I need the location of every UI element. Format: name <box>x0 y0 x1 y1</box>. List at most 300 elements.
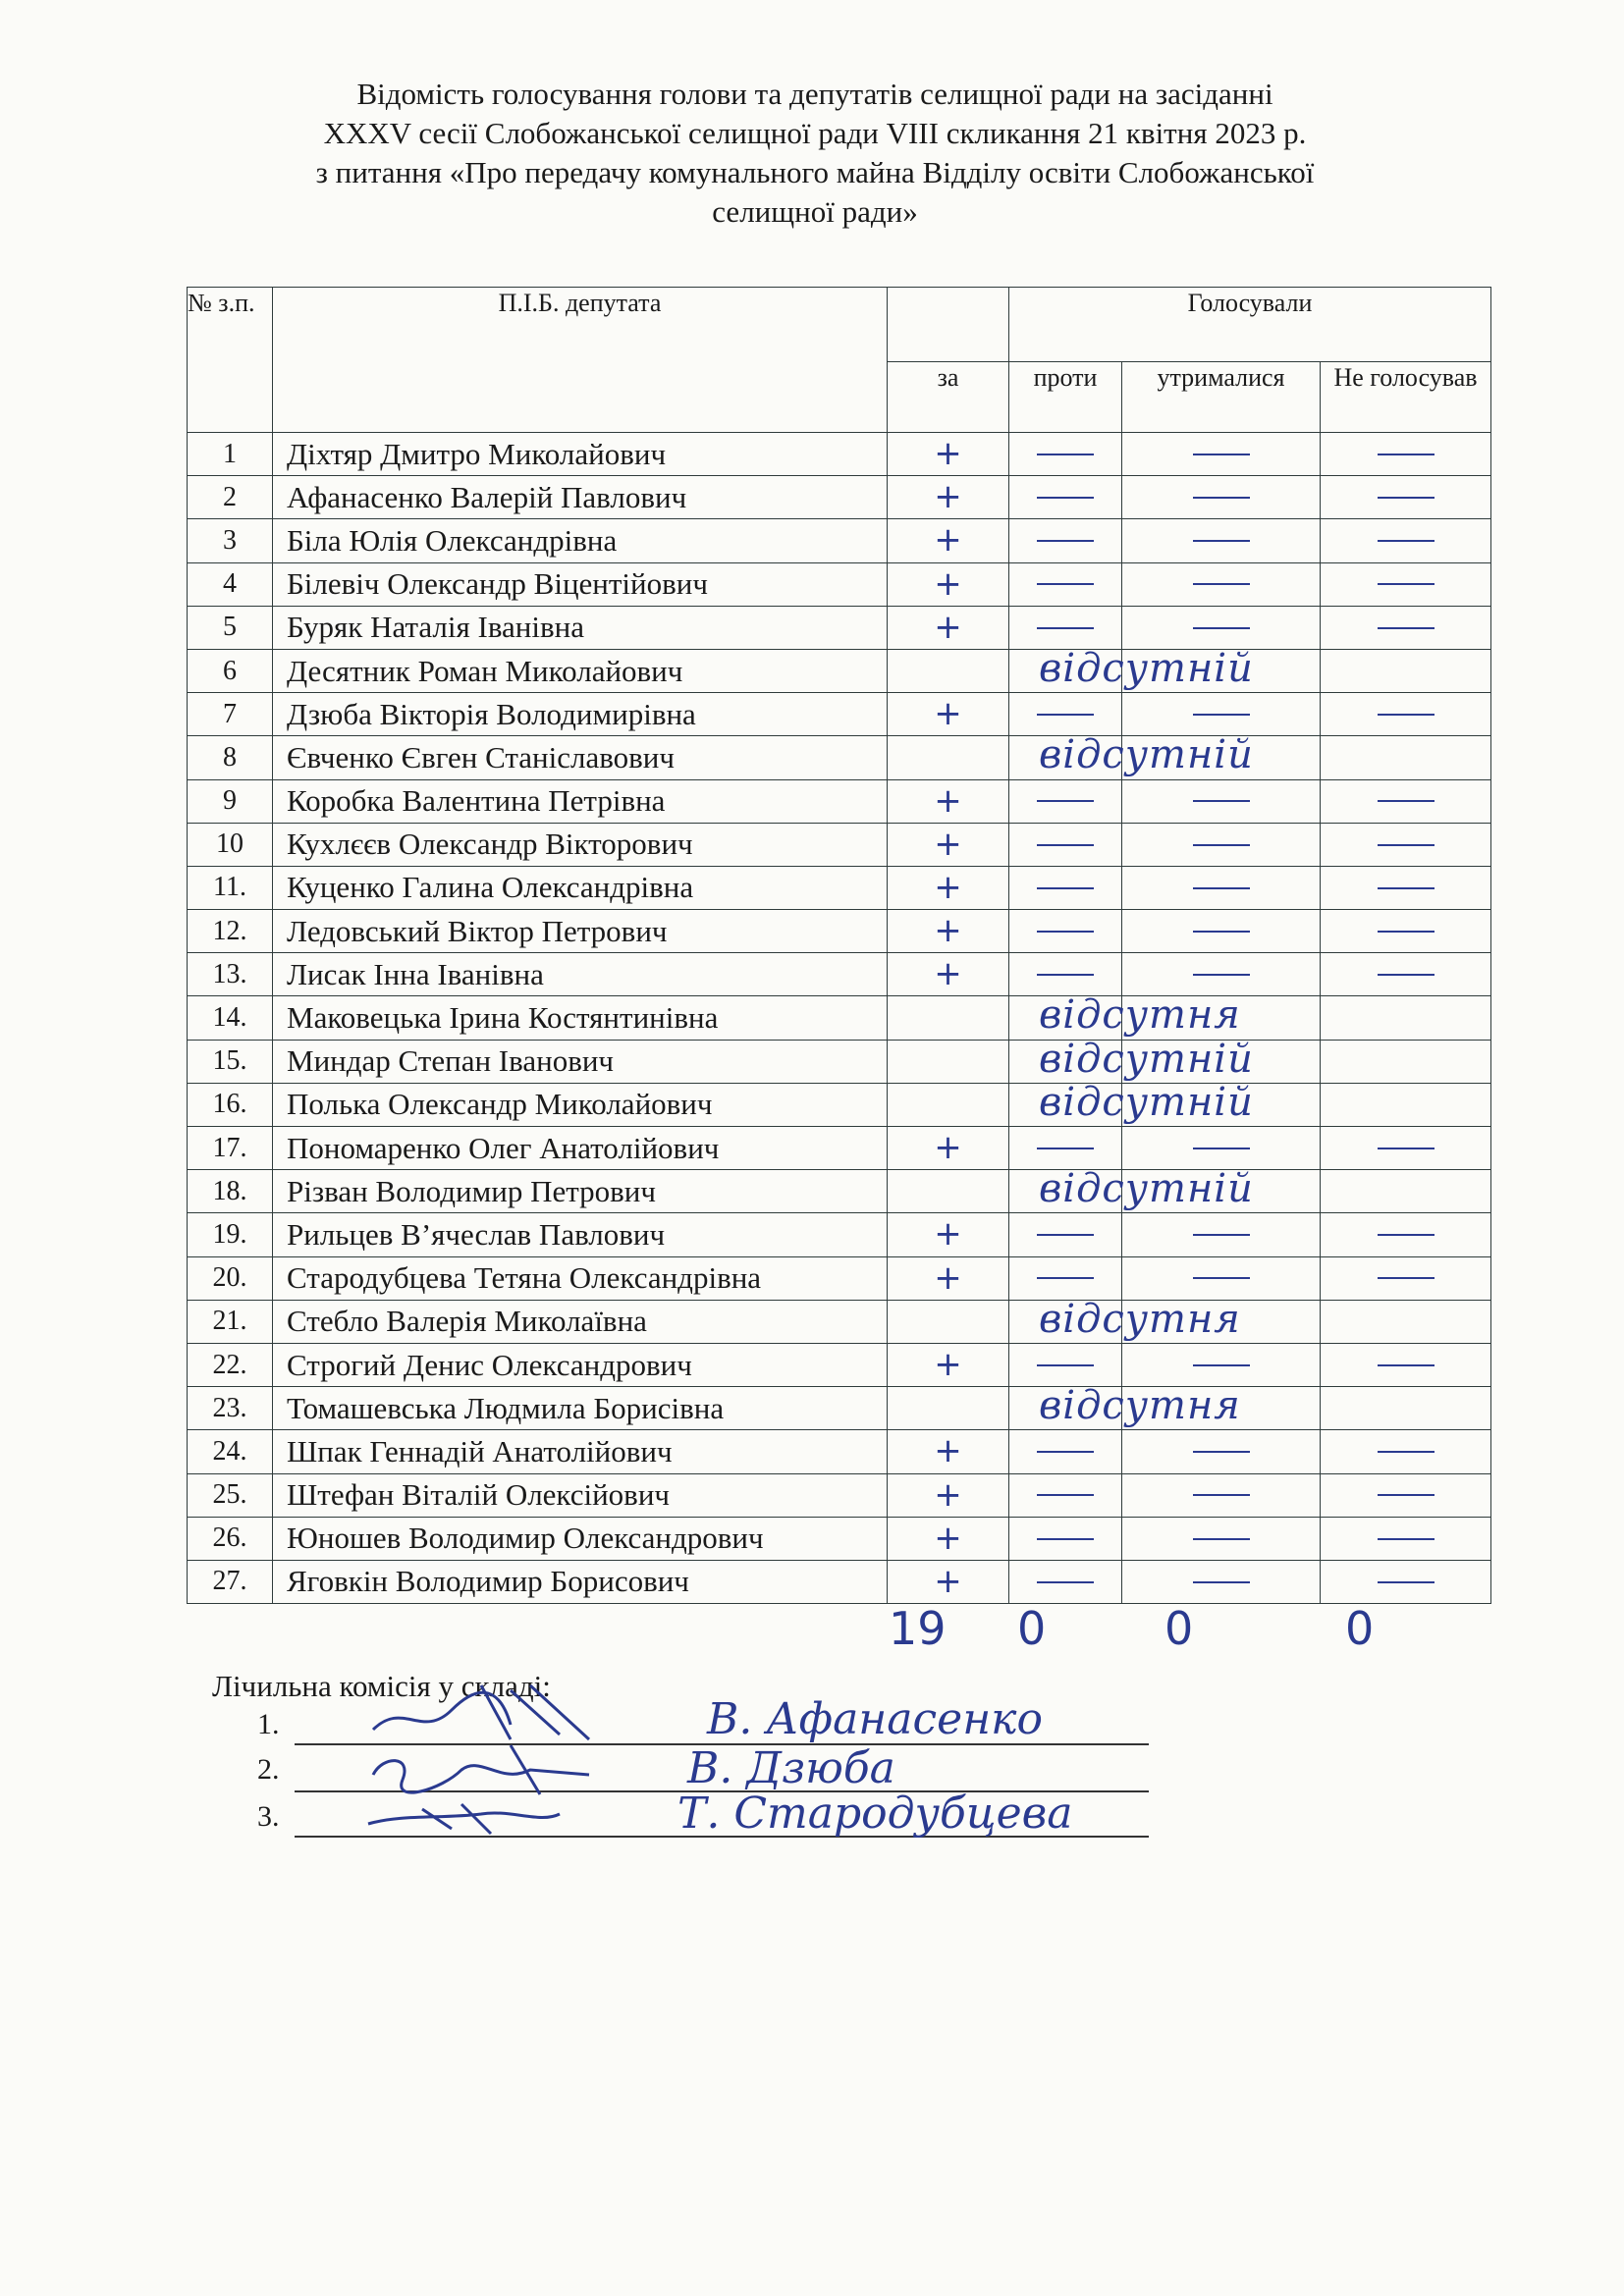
total-for: 19 <box>889 1602 947 1655</box>
vote-for-mark <box>888 736 1009 779</box>
table-row <box>188 779 1491 823</box>
vote-against-mark <box>1009 1127 1122 1170</box>
vote-abstained-mark <box>1122 476 1321 519</box>
vote-against-mark <box>1009 519 1122 562</box>
vote-for-mark <box>888 1387 1009 1430</box>
deputy-name: Білевіч Олександр Віцентійович <box>273 562 888 606</box>
table-row <box>188 1430 1491 1473</box>
vote-against-mark <box>1009 1079 1254 1126</box>
dash-mark <box>1037 844 1094 846</box>
deputy-name: Куценко Галина Олександрівна <box>273 866 888 909</box>
table-row <box>188 823 1491 866</box>
dash-mark <box>1193 1277 1250 1279</box>
dash-mark <box>1037 1364 1094 1366</box>
dash-mark <box>1037 627 1094 629</box>
commission-label: Лічильна комісія у складі: <box>212 1669 551 1703</box>
dash-mark <box>1037 497 1094 499</box>
dash-mark <box>1193 454 1250 455</box>
vote-for-mark <box>888 823 1009 866</box>
vote-against-mark <box>1009 562 1122 606</box>
vote-not-voted-mark <box>1321 606 1491 649</box>
deputy-name: Полька Олександр Миколайович <box>273 1083 888 1126</box>
deputy-name: Лисак Інна Іванівна <box>273 953 888 996</box>
row-number: 24. <box>188 1430 273 1473</box>
vote-for-mark <box>888 606 1009 649</box>
vote-abstained-mark <box>1122 1560 1321 1603</box>
dash-mark <box>1037 1581 1094 1583</box>
vote-for-mark <box>888 1213 1009 1256</box>
table-row <box>188 1083 1491 1126</box>
header-number: № з.п. <box>188 288 273 433</box>
table-row <box>188 866 1491 909</box>
absent-mark: відсутній <box>1039 1079 1254 1125</box>
vote-not-voted-mark <box>1321 1170 1491 1213</box>
vote-not-voted-mark <box>1321 1473 1491 1517</box>
table-row <box>188 953 1491 996</box>
vote-for-mark <box>888 996 1009 1040</box>
dash-mark <box>1378 1364 1435 1366</box>
dash-mark <box>1378 454 1435 455</box>
vote-against-mark <box>1009 1036 1254 1083</box>
table-row <box>188 1127 1491 1170</box>
dash-mark <box>1378 1277 1435 1279</box>
row-number: 27. <box>188 1560 273 1603</box>
deputy-name: Яговкін Володимир Борисович <box>273 1560 888 1603</box>
vote-abstained-mark <box>1122 606 1321 649</box>
header-for: за <box>888 362 1009 433</box>
row-number: 11. <box>188 866 273 909</box>
vote-for-mark <box>888 910 1009 953</box>
title-line-4: селищної ради» <box>712 194 918 229</box>
vote-against-mark <box>1009 779 1122 823</box>
dash-mark <box>1378 1451 1435 1453</box>
header-against: проти <box>1009 362 1122 433</box>
deputy-name: Ледовський Віктор Петрович <box>273 910 888 953</box>
deputy-name: Буряк Наталія Іванівна <box>273 606 888 649</box>
vote-against-mark <box>1009 1343 1122 1386</box>
vote-not-voted-mark <box>1321 779 1491 823</box>
vote-not-voted-mark <box>1321 1256 1491 1300</box>
vote-for-mark <box>888 1083 1009 1126</box>
vote-not-voted-mark <box>1321 1083 1491 1126</box>
title-line-3: з питання «Про передачу комунального майна Відділу освіти Слобожанської <box>315 155 1315 189</box>
vote-not-voted-mark <box>1321 1387 1491 1430</box>
table-row <box>188 736 1491 779</box>
absent-mark: відсутня <box>1039 1383 1241 1429</box>
vote-for-mark <box>888 433 1009 476</box>
table-row <box>188 1040 1491 1083</box>
table-row <box>188 433 1491 476</box>
dash-mark <box>1037 1277 1094 1279</box>
vote-abstained-mark <box>1122 779 1321 823</box>
row-number: 9 <box>188 779 273 823</box>
vote-abstained-mark <box>1122 1473 1321 1517</box>
table-row <box>188 910 1491 953</box>
dash-mark <box>1037 931 1094 933</box>
vote-for-mark <box>888 1170 1009 1213</box>
plus-mark: + <box>934 954 962 994</box>
dash-mark <box>1193 1451 1250 1453</box>
commission-member-1-number: 1. <box>257 1708 280 1740</box>
vote-not-voted-mark <box>1321 693 1491 736</box>
vote-not-voted-mark <box>1321 1213 1491 1256</box>
absent-mark: відсутня <box>1039 1296 1241 1342</box>
vote-abstained-mark <box>1122 1387 1321 1430</box>
dash-mark <box>1378 844 1435 846</box>
vote-abstained-mark <box>1122 866 1321 909</box>
dash-mark <box>1037 1538 1094 1540</box>
signature-3 <box>363 1785 619 1853</box>
voting-table <box>187 287 1491 1604</box>
table-row <box>188 1213 1491 1256</box>
deputy-name: Шпак Геннадій Анатолійович <box>273 1430 888 1473</box>
table-row <box>188 562 1491 606</box>
vote-not-voted-mark <box>1321 1127 1491 1170</box>
plus-mark: + <box>934 1561 962 1601</box>
vote-against-mark <box>1009 953 1122 996</box>
vote-abstained-mark <box>1122 433 1321 476</box>
vote-not-voted-mark <box>1321 1300 1491 1343</box>
vote-against-mark <box>1009 433 1122 476</box>
vote-abstained-mark <box>1122 996 1321 1040</box>
dash-mark <box>1378 974 1435 976</box>
deputy-name: Афанасенко Валерій Павлович <box>273 476 888 519</box>
table-row <box>188 1473 1491 1517</box>
header-not-voted: Не голосував <box>1321 362 1491 433</box>
plus-mark: + <box>934 1431 962 1471</box>
vote-not-voted-mark <box>1321 649 1491 692</box>
dash-mark <box>1037 1148 1094 1149</box>
plus-mark: + <box>934 1214 962 1255</box>
table-row <box>188 606 1491 649</box>
dash-mark <box>1193 497 1250 499</box>
table-row <box>188 1343 1491 1386</box>
voting-table-body <box>188 433 1491 1604</box>
dash-mark <box>1378 931 1435 933</box>
dash-mark <box>1193 1234 1250 1236</box>
row-number: 8 <box>188 736 273 779</box>
vote-for-mark <box>888 519 1009 562</box>
deputy-name: Маковецька Ірина Костянтинівна <box>273 996 888 1040</box>
vote-not-voted-mark <box>1321 562 1491 606</box>
vote-against-mark <box>1009 1383 1241 1430</box>
vote-abstained-mark <box>1122 519 1321 562</box>
deputy-name: Пономаренко Олег Анатолійович <box>273 1127 888 1170</box>
vote-for-mark <box>888 1473 1009 1517</box>
vote-abstained-mark <box>1122 1300 1321 1343</box>
total-not-voted: 0 <box>1345 1602 1375 1655</box>
vote-abstained-mark <box>1122 1517 1321 1560</box>
vote-against-mark <box>1009 910 1122 953</box>
vote-not-voted-mark <box>1321 996 1491 1040</box>
vote-abstained-mark <box>1122 1343 1321 1386</box>
deputy-name: Десятник Роман Миколайович <box>273 649 888 692</box>
vote-not-voted-mark <box>1321 823 1491 866</box>
vote-not-voted-mark <box>1321 519 1491 562</box>
dash-mark <box>1193 800 1250 802</box>
dash-mark <box>1193 1364 1250 1366</box>
vote-for-mark <box>888 1256 1009 1300</box>
dash-mark <box>1193 974 1250 976</box>
row-number: 23. <box>188 1387 273 1430</box>
vote-abstained-mark <box>1122 649 1321 692</box>
dash-mark <box>1378 1494 1435 1496</box>
plus-mark: + <box>934 1257 962 1298</box>
vote-not-voted-mark <box>1321 433 1491 476</box>
vote-against-mark <box>1009 732 1254 779</box>
plus-mark: + <box>934 563 962 604</box>
plus-mark: + <box>934 434 962 474</box>
commission-member-1-name: В. Афанасенко <box>707 1694 1043 1744</box>
dash-mark <box>1193 1148 1250 1149</box>
deputy-name: Рильцев В’ячеслав Павлович <box>273 1213 888 1256</box>
deputy-name: Томашевська Людмила Борисівна <box>273 1387 888 1430</box>
dash-mark <box>1193 714 1250 716</box>
dash-mark <box>1037 974 1094 976</box>
document-title <box>187 75 1443 232</box>
vote-for-mark <box>888 693 1009 736</box>
dash-mark <box>1378 497 1435 499</box>
dash-mark <box>1193 1581 1250 1583</box>
deputy-name: Штефан Віталій Олексійович <box>273 1473 888 1517</box>
deputy-name: Кухлєєв Олександр Вікторович <box>273 823 888 866</box>
dash-mark <box>1378 583 1435 585</box>
vote-for-mark <box>888 1430 1009 1473</box>
dash-mark <box>1193 844 1250 846</box>
commission-member-3-number: 3. <box>257 1800 280 1833</box>
dash-mark <box>1193 583 1250 585</box>
dash-mark <box>1378 540 1435 542</box>
plus-mark: + <box>934 694 962 734</box>
total-abstained: 0 <box>1164 1602 1194 1655</box>
deputy-name: Євченко Євген Станіславович <box>273 736 888 779</box>
row-number: 19. <box>188 1213 273 1256</box>
deputy-name: Біла Юлія Олександрівна <box>273 519 888 562</box>
row-number: 1 <box>188 433 273 476</box>
dash-mark <box>1193 540 1250 542</box>
table-row <box>188 519 1491 562</box>
header-blank <box>888 288 1009 362</box>
dash-mark <box>1037 1234 1094 1236</box>
row-number: 15. <box>188 1040 273 1083</box>
absent-mark: відсутній <box>1039 1036 1254 1082</box>
vote-against-mark <box>1009 992 1241 1040</box>
vote-against-mark <box>1009 1430 1122 1473</box>
vote-against-mark <box>1009 693 1122 736</box>
table-row <box>188 1300 1491 1343</box>
table-row <box>188 1170 1491 1213</box>
title-line-1: Відомість голосування голови та депутатів селищної ради на засіданні <box>356 77 1273 111</box>
vote-for-mark <box>888 1560 1009 1603</box>
deputy-name: Дзюба Вікторія Володимирівна <box>273 693 888 736</box>
table-row <box>188 1560 1491 1603</box>
row-number: 17. <box>188 1127 273 1170</box>
row-number: 16. <box>188 1083 273 1126</box>
plus-mark: + <box>934 1474 962 1515</box>
table-row <box>188 693 1491 736</box>
vote-abstained-mark <box>1122 823 1321 866</box>
vote-for-mark <box>888 1343 1009 1386</box>
deputy-name: Коробка Валентина Петрівна <box>273 779 888 823</box>
dash-mark <box>1378 887 1435 889</box>
row-number: 2 <box>188 476 273 519</box>
dash-mark <box>1037 800 1094 802</box>
plus-mark: + <box>934 520 962 561</box>
row-number: 18. <box>188 1170 273 1213</box>
vote-for-mark <box>888 866 1009 909</box>
dash-mark <box>1037 583 1094 585</box>
plus-mark: + <box>934 1345 962 1385</box>
vote-not-voted-mark <box>1321 953 1491 996</box>
dash-mark <box>1037 1451 1094 1453</box>
plus-mark: + <box>934 1128 962 1168</box>
vote-abstained-mark <box>1122 1170 1321 1213</box>
vote-abstained-mark <box>1122 736 1321 779</box>
dash-mark <box>1378 1234 1435 1236</box>
dash-mark <box>1378 800 1435 802</box>
plus-mark: + <box>934 780 962 821</box>
vote-against-mark <box>1009 645 1254 692</box>
row-number: 26. <box>188 1517 273 1560</box>
row-number: 7 <box>188 693 273 736</box>
commission-member-2-number: 2. <box>257 1753 280 1786</box>
row-number: 4 <box>188 562 273 606</box>
vote-abstained-mark <box>1122 1430 1321 1473</box>
vote-not-voted-mark <box>1321 1560 1491 1603</box>
absent-mark: відсутня <box>1039 992 1241 1039</box>
vote-not-voted-mark <box>1321 1343 1491 1386</box>
row-number: 21. <box>188 1300 273 1343</box>
dash-mark <box>1193 1538 1250 1540</box>
dash-mark <box>1037 540 1094 542</box>
vote-abstained-mark <box>1122 1127 1321 1170</box>
table-row <box>188 476 1491 519</box>
vote-for-mark <box>888 779 1009 823</box>
vote-against-mark <box>1009 1296 1241 1343</box>
dash-mark <box>1378 1538 1435 1540</box>
vote-for-mark <box>888 1300 1009 1343</box>
dash-mark <box>1193 887 1250 889</box>
vote-against-mark <box>1009 1256 1122 1300</box>
vote-not-voted-mark <box>1321 1430 1491 1473</box>
vote-abstained-mark <box>1122 1040 1321 1083</box>
row-number: 25. <box>188 1473 273 1517</box>
vote-not-voted-mark <box>1321 866 1491 909</box>
vote-not-voted-mark <box>1321 910 1491 953</box>
header-abstained: утрималися <box>1122 362 1321 433</box>
vote-against-mark <box>1009 1560 1122 1603</box>
table-row <box>188 1387 1491 1430</box>
vote-not-voted-mark <box>1321 1040 1491 1083</box>
vote-for-mark <box>888 562 1009 606</box>
vote-for-mark <box>888 1127 1009 1170</box>
row-number: 20. <box>188 1256 273 1300</box>
vote-abstained-mark <box>1122 953 1321 996</box>
dash-mark <box>1037 454 1094 455</box>
plus-mark: + <box>934 911 962 951</box>
deputy-name: Миндар Степан Іванович <box>273 1040 888 1083</box>
plus-mark: + <box>934 867 962 907</box>
plus-mark: + <box>934 824 962 864</box>
vote-against-mark <box>1009 1473 1122 1517</box>
row-number: 22. <box>188 1343 273 1386</box>
plus-mark: + <box>934 1518 962 1558</box>
vote-not-voted-mark <box>1321 736 1491 779</box>
deputy-name: Діхтяр Дмитро Миколайович <box>273 433 888 476</box>
deputy-name: Строгий Денис Олександрович <box>273 1343 888 1386</box>
row-number: 3 <box>188 519 273 562</box>
row-number: 13. <box>188 953 273 996</box>
vote-against-mark <box>1009 1213 1122 1256</box>
vote-for-mark <box>888 1040 1009 1083</box>
vote-abstained-mark <box>1122 1256 1321 1300</box>
deputy-name: Різван Володимир Петрович <box>273 1170 888 1213</box>
row-number: 12. <box>188 910 273 953</box>
deputy-name: Стебло Валерія Миколаївна <box>273 1300 888 1343</box>
vote-abstained-mark <box>1122 693 1321 736</box>
vote-against-mark <box>1009 823 1122 866</box>
vote-abstained-mark <box>1122 910 1321 953</box>
vote-against-mark <box>1009 1166 1254 1213</box>
vote-against-mark <box>1009 866 1122 909</box>
plus-mark: + <box>934 477 962 517</box>
vote-for-mark <box>888 1517 1009 1560</box>
header-voted: Голосували <box>1009 288 1491 362</box>
absent-mark: відсутній <box>1039 1166 1254 1212</box>
deputy-name: Стародубцева Тетяна Олександрівна <box>273 1256 888 1300</box>
vote-not-voted-mark <box>1321 476 1491 519</box>
vote-abstained-mark <box>1122 1083 1321 1126</box>
dash-mark <box>1378 714 1435 716</box>
row-number: 5 <box>188 606 273 649</box>
vote-for-mark <box>888 953 1009 996</box>
dash-mark <box>1378 1581 1435 1583</box>
dash-mark <box>1193 1494 1250 1496</box>
dash-mark <box>1193 931 1250 933</box>
table-row <box>188 649 1491 692</box>
row-number: 14. <box>188 996 273 1040</box>
commission-member-2-name: В. Дзюба <box>687 1743 895 1793</box>
table-row <box>188 996 1491 1040</box>
dash-mark <box>1037 887 1094 889</box>
absent-mark: відсутній <box>1039 732 1254 778</box>
vote-against-mark <box>1009 476 1122 519</box>
vote-abstained-mark <box>1122 1213 1321 1256</box>
dash-mark <box>1037 1494 1094 1496</box>
row-number: 10 <box>188 823 273 866</box>
total-against: 0 <box>1017 1602 1047 1655</box>
vote-for-mark <box>888 649 1009 692</box>
vote-not-voted-mark <box>1321 1517 1491 1560</box>
vote-against-mark <box>1009 1517 1122 1560</box>
table-row <box>188 1517 1491 1560</box>
title-line-2: XXXV сесії Слобожанської селищної ради VIII скликання 21 квітня 2023 р. <box>323 116 1307 150</box>
dash-mark <box>1037 714 1094 716</box>
plus-mark: + <box>934 607 962 647</box>
header-name: П.І.Б. депутата <box>273 288 888 433</box>
vote-abstained-mark <box>1122 562 1321 606</box>
dash-mark <box>1378 1148 1435 1149</box>
dash-mark <box>1193 627 1250 629</box>
vote-for-mark <box>888 476 1009 519</box>
table-row <box>188 1256 1491 1300</box>
row-number: 6 <box>188 649 273 692</box>
commission-member-3-name: Т. Стародубцева <box>677 1789 1073 1839</box>
dash-mark <box>1378 627 1435 629</box>
deputy-name: Юношев Володимир Олександрович <box>273 1517 888 1560</box>
absent-mark: відсутній <box>1039 645 1254 691</box>
vote-against-mark <box>1009 606 1122 649</box>
